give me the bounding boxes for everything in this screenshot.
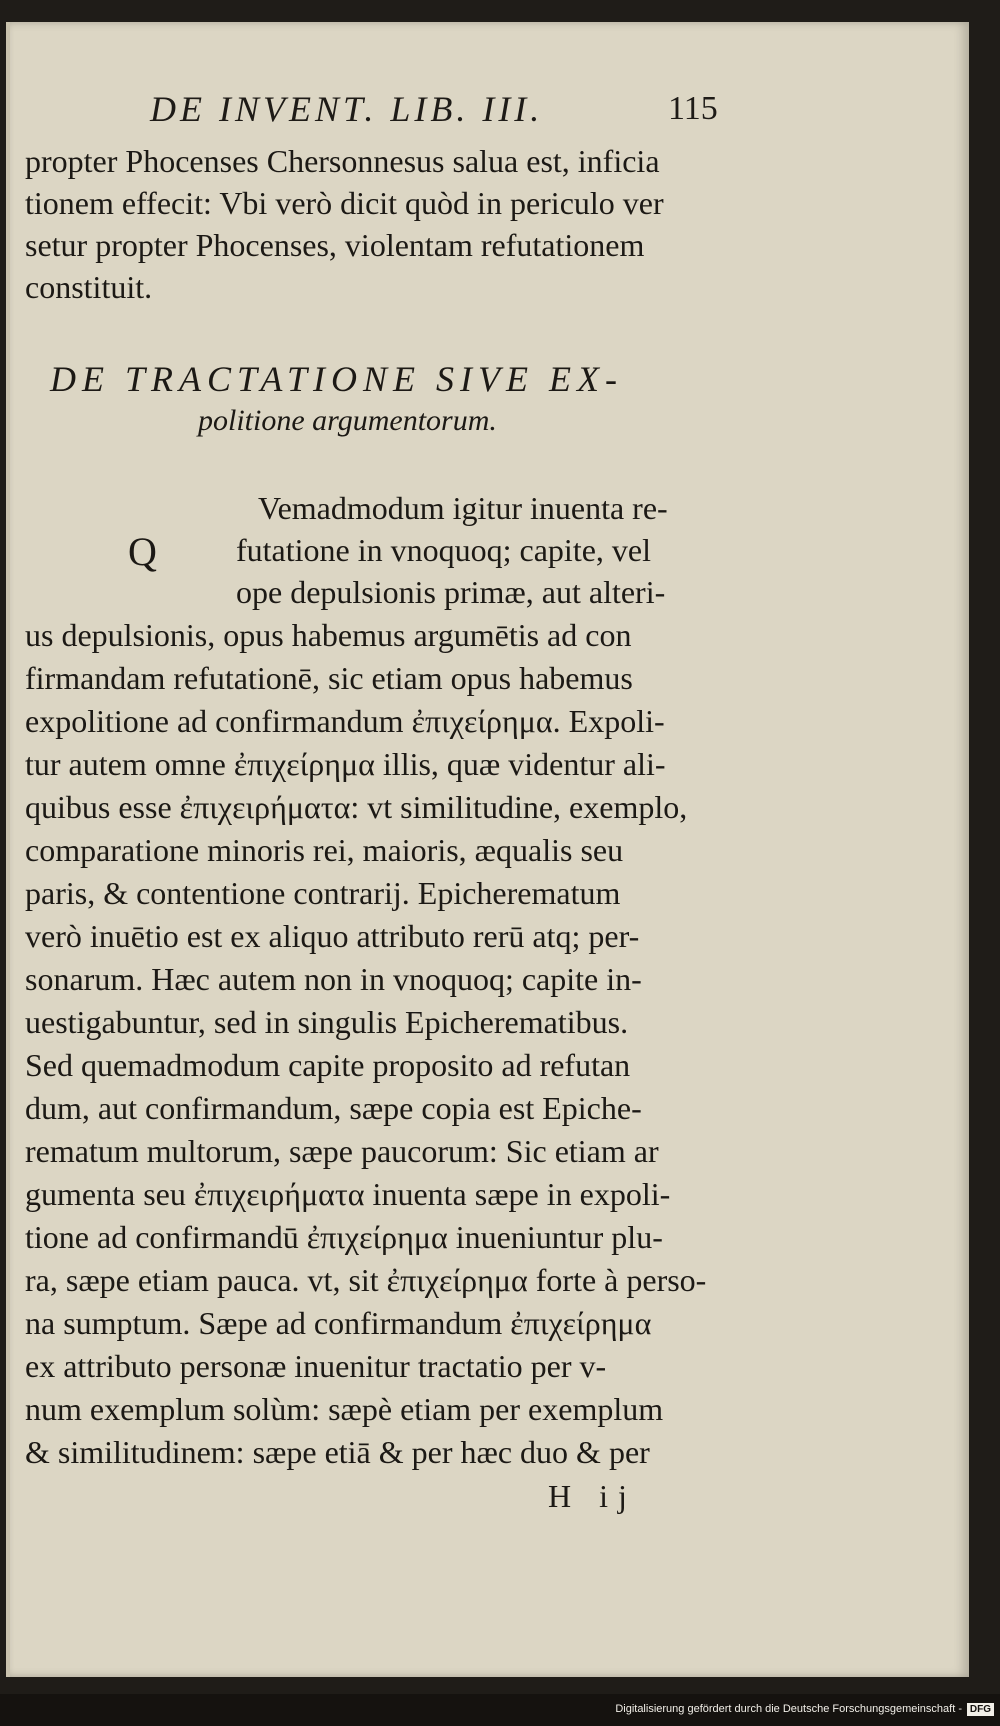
- intro-line: propter Phocenses Chersonnesus salua est, inficia: [25, 143, 660, 179]
- page-number: 115: [668, 90, 718, 127]
- running-head-title: DE INVENT. LIB. III.: [150, 89, 544, 129]
- body-line: firmandam refutationē, sic etiam opus habemus: [25, 660, 633, 696]
- body-line: ex attributo personæ inuenitur tractatio per v-: [25, 1348, 607, 1384]
- signature-mark: H ij: [548, 1478, 637, 1514]
- body-line: paris, & contentione contrarij. Epicherematum: [25, 875, 621, 911]
- intro-line: tionem effecit: Vbi verò dicit quòd in periculo ver: [25, 185, 664, 221]
- body-line: num exemplum solùm: sæpè etiam per exemplum: [25, 1391, 664, 1427]
- body-line: rematum multorum, sæpe paucorum: Sic etiam ar: [25, 1133, 659, 1169]
- intro-line: setur propter Phocenses, violentam refutationem: [25, 227, 645, 263]
- intro-line: constituit.: [25, 269, 153, 305]
- dfg-logo: DFG: [967, 1703, 994, 1716]
- section-heading: DE TRACTATIONE SIVE EX-: [50, 359, 623, 399]
- body-line: Sed quemadmodum capite proposito ad refutan: [25, 1047, 631, 1083]
- body-line: uestigabuntur, sed in singulis Epicherematibus.: [25, 1004, 629, 1040]
- body-line: na sumptum. Sæpe ad confirmandum ἐπιχείρημα: [25, 1305, 652, 1341]
- body-line: ra, sæpe etiam pauca. vt, sit ἐπιχείρημα forte à perso-: [25, 1262, 707, 1298]
- drop-initial: Q: [128, 529, 157, 574]
- body-line: & similitudinem: sæpe etiā & per hæc duo & per: [25, 1434, 650, 1470]
- body-line: futatione in vnoquoq; capite, vel: [236, 532, 651, 568]
- page-edge: [6, 22, 10, 1677]
- body-line: ope depulsionis primæ, aut alteri-: [236, 574, 666, 610]
- section-heading-subtitle: politione argumentorum.: [198, 404, 497, 437]
- body-line: Vemadmodum igitur inuenta re-: [258, 490, 668, 526]
- body-line: gumenta seu ἐπιχειρήματα inuenta sæpe in expoli-: [25, 1176, 671, 1212]
- body-line: dum, aut confirmandum, sæpe copia est Epiche-: [25, 1090, 642, 1126]
- body-line: us depulsionis, opus habemus argumētis ad con: [25, 617, 632, 653]
- body-line: comparatione minoris rei, maioris, æqualis seu: [25, 832, 624, 868]
- body-line: quibus esse ἐπιχειρήματα: vt similitudine, exemplo,: [25, 789, 688, 825]
- body-line: tur autem omne ἐπιχείρημα illis, quæ videntur ali-: [25, 746, 666, 782]
- body-line: expolitione ad confirmandum ἐπιχείρημα. Expoli-: [25, 703, 665, 739]
- body-line: verò inuētio est ex aliquo attributo rerū atq; per-: [25, 918, 640, 954]
- funding-notice: Digitalisierung gefördert durch die Deutsche Forschungsgemeinschaft -: [615, 1703, 962, 1715]
- body-line: tione ad confirmandū ἐπιχείρημα inueniuntur plu-: [25, 1219, 663, 1255]
- body-line: sonarum. Hæc autem non in vnoquoq; capite in-: [25, 961, 642, 997]
